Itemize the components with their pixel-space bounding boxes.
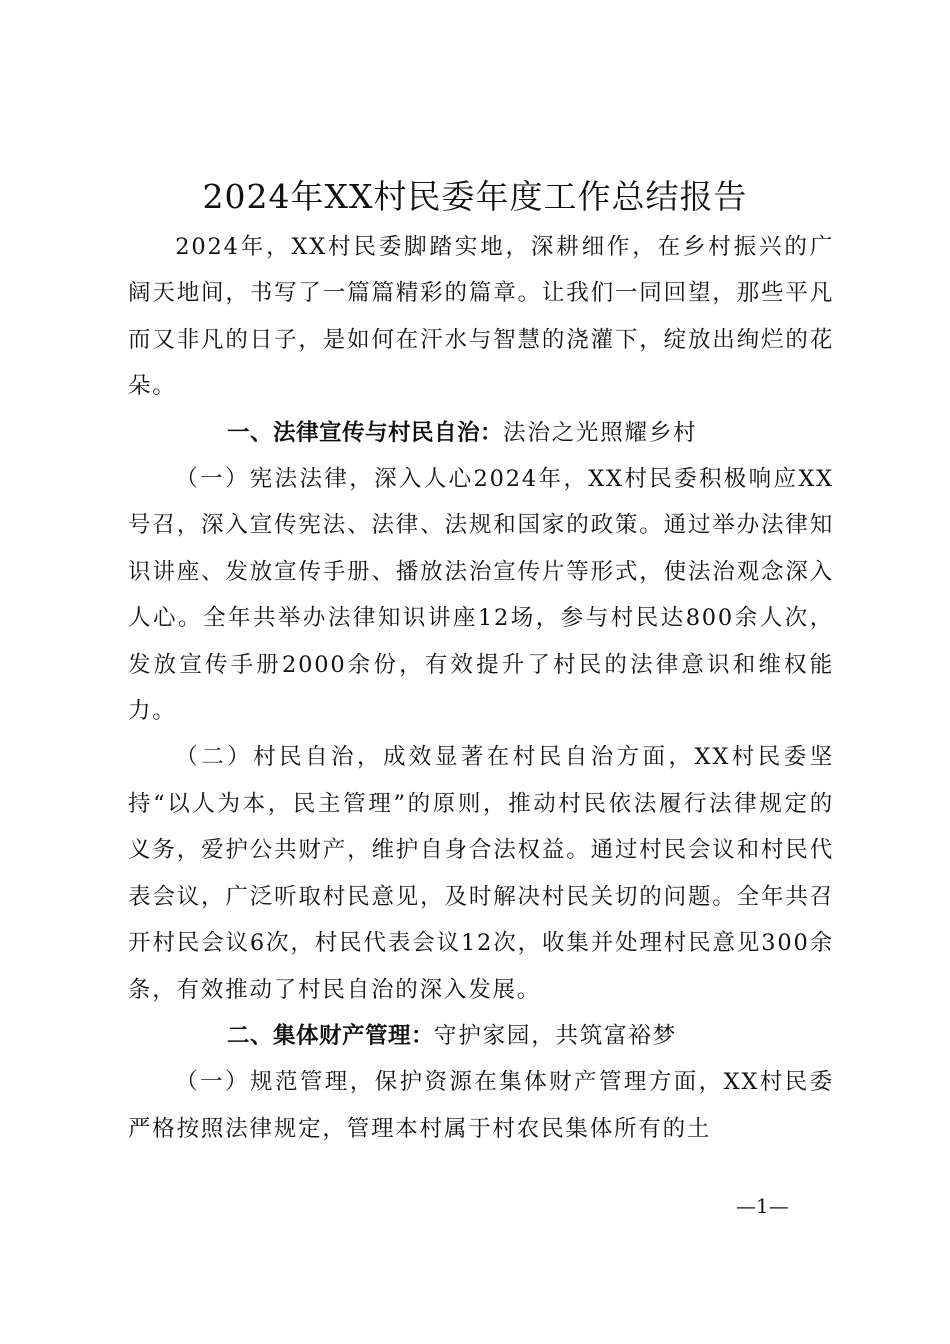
section-2-heading: [128, 1013, 834, 1059]
document-body: [128, 224, 834, 1152]
section-2-heading-label: 二、集体财产管理：: [227, 1022, 435, 1049]
section-2-subtitle: 守护家园，共筑富裕梦: [434, 1022, 678, 1049]
section-2-paragraph-wrapper: [128, 1059, 834, 1152]
document-title: 2024年XX村民委年度工作总结报告: [202, 177, 748, 216]
intro-paragraph: 2024年，XX村民委脚踏实地，深耕细作，在乡村振兴的广阔天地间，书写了一篇篇精彩的篇章。让我们一同回望，那些平凡而又非凡的日子，是如何在汗水与智慧的浇灌下，绽放出绚烂的花朵。: [128, 234, 834, 400]
section-1-paragraph-1: （一）宪法法律，深入人心2024年，XX村民委积极响应XX号召，深入宣传宪法、法律、法规和国家的政策。通过举办法律知识讲座、发放宣传手册、播放法治宣传片等形式，使法治观念深入人心。全年共举办法律知识讲座12场，参与村民达800余人次，发放宣传手册2000余份，有效提升了村民的法律意识和维权能力。: [128, 466, 834, 725]
section-2-paragraph-1: （一）规范管理，保护资源在集体财产管理方面，XX村民委严格按照法律规定，管理本村属于村农民集体所有的土: [128, 1069, 834, 1142]
section-1-subtitle: 法治之光照耀乡村: [503, 419, 698, 446]
section-1-paragraph-2: （二）村民自治，成效显著在村民自治方面，XX村民委坚持“以人为本，民主管理”的原则，推动村民依法履行法律规定的义务，爱护公共财产，维护自身合法权益。通过村民会议和村民代表会议，广泛听取村民意见，及时解决村民关切的问题。全年共召开村民会议6次，村民代表会议12次，收集并处理村民意见300余条，有效推动了村民自治的深入发展。: [128, 744, 834, 1003]
page-number: —1—: [736, 1194, 789, 1218]
section-1-heading: [128, 410, 834, 456]
section-1-heading-label: 一、法律宣传与村民自治：: [227, 419, 504, 446]
